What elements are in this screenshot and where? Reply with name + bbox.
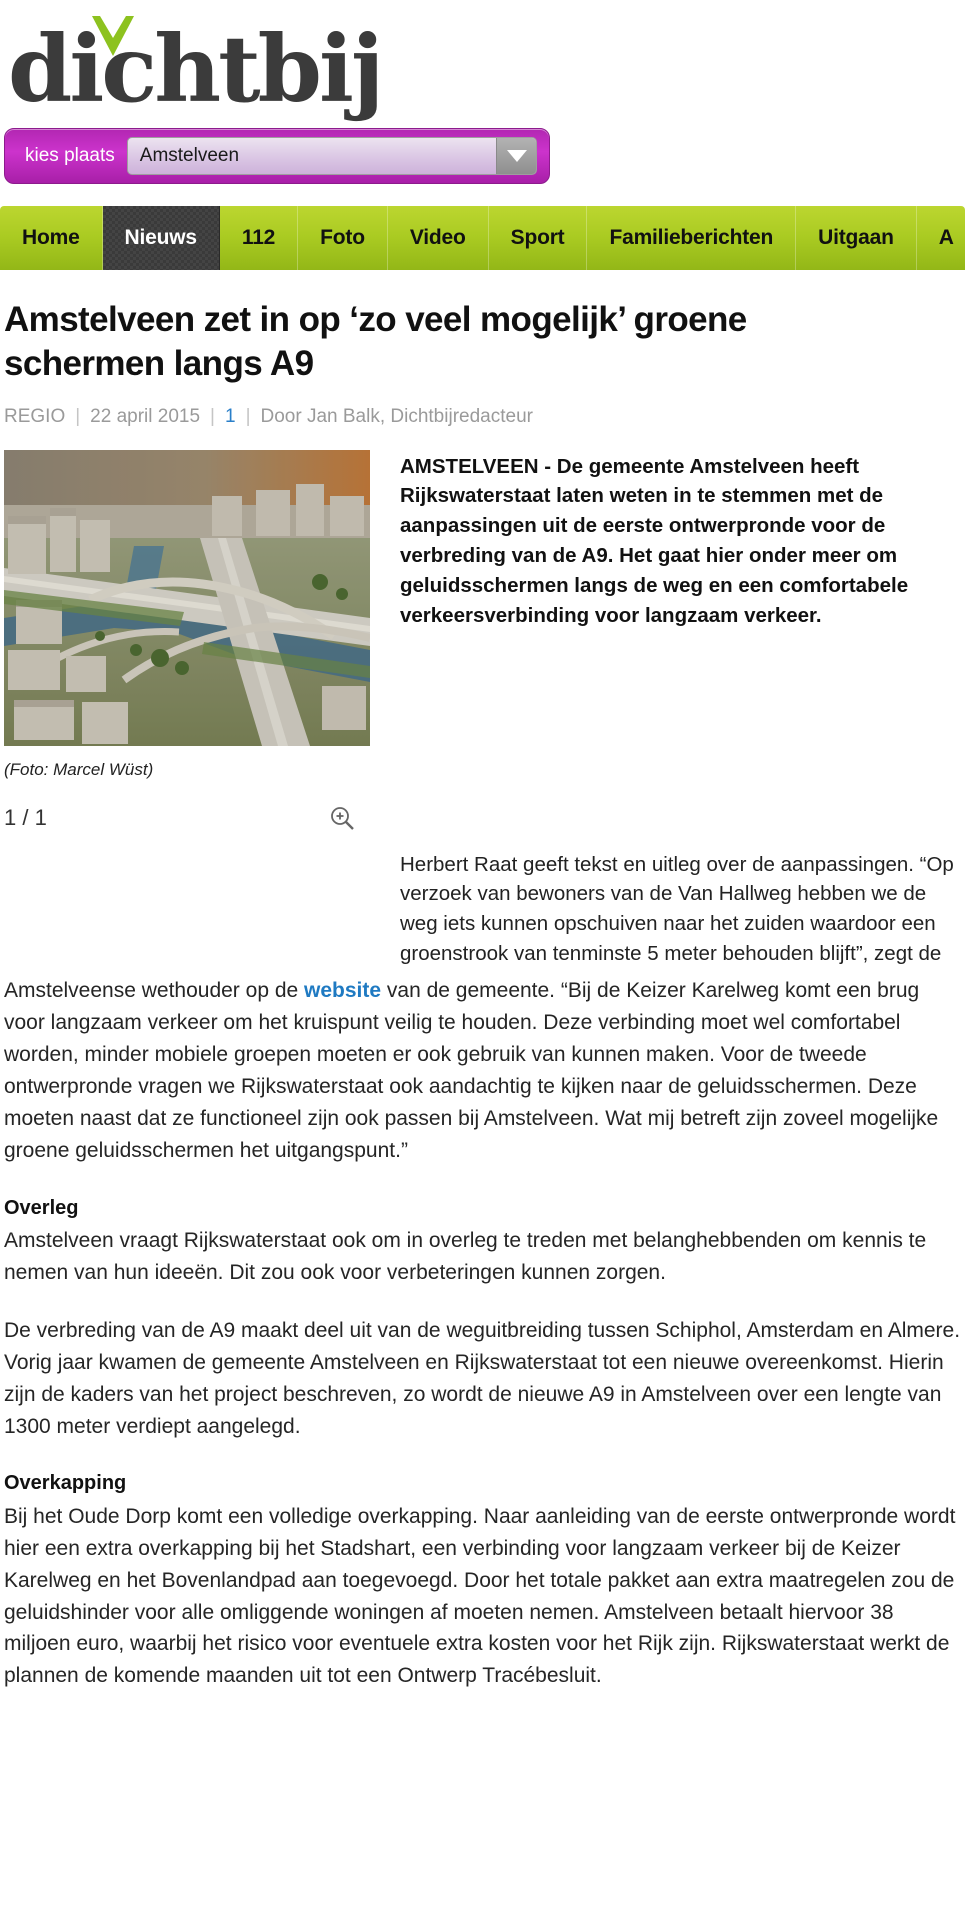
paragraph-text-after-link: van de gemeente. “Bij de Keizer Karelweg komt een brug voor langzaam verkeer om het kruispunt veilig te houden. Deze verbinding moet wel comfortabel worden, minder mobiele groepen moeten er ook gebruik van kunnen maken. Voor de tweede ontwerpronde vragen we Rijkswaterstaat ook aandachtig te kijken naar de geluidsschermen. Deze moeten naast dat ze functioneel zijn ook passen bij Amstelveen. Wat mij betreft zijn zoveel mogelijke groene geluidsschermen het uitgangspunt.” xyxy=(4,979,939,1162)
comment-count[interactable]: 1 xyxy=(224,405,236,427)
article-paragraph-link xyxy=(4,975,961,1166)
photo-illustration xyxy=(4,450,370,746)
nav-item-nieuws[interactable]: Nieuws xyxy=(103,206,220,270)
site-logo[interactable] xyxy=(0,0,965,128)
photo-counter: 1 / 1 xyxy=(4,804,47,830)
magnifier-plus-icon[interactable] xyxy=(328,804,356,832)
nav-item-familieberichten[interactable]: Familieberichten xyxy=(587,206,796,270)
byline-separator-3: | xyxy=(245,405,251,427)
byline-date: 22 april 2015 xyxy=(90,405,201,427)
nav-item-112[interactable]: 112 xyxy=(220,206,298,270)
byline-separator-1: | xyxy=(75,405,81,427)
nav-item-sport[interactable]: Sport xyxy=(489,206,588,270)
page-title: Amstelveen zet in op ‘zo veel mogelijk’ groene schermen langs A9 xyxy=(4,300,747,383)
article-body-wrapped-column xyxy=(400,850,961,970)
section-heading-overkapping: Overkapping xyxy=(4,1472,127,1495)
place-select-value: Amstelveen xyxy=(139,145,240,166)
logo-wordmark xyxy=(8,10,381,128)
article xyxy=(0,298,965,1692)
nav-item-foto[interactable]: Foto xyxy=(298,206,388,270)
section-overkapping-paragraph-1: Bij het Oude Dorp komt een volledige overkapping. Naar aanleiding van de eerste ontwerpronde wordt hier een extra overkapping bij het Stadshart, een verbinding voor langzaam verkeer bij de Keizer Karelweg en het Bovenlandpad aan toegevoegd. Door het totale pakket aan extra maatregelen zou de geluidshinder voor alle omliggende woningen af moeten nemen. Amstelveen betaalt hiervoor 38 miljoen euro, waarbij het risico voor eventuele extra kosten voor het Rijk zijn. Rijkswaterstaat werkt de plannen de komende maanden uit tot een Ontwerp Tracébesluit. xyxy=(4,1504,956,1688)
section-heading-overleg: Overleg xyxy=(4,1196,79,1219)
byline-author: Door Jan Balk, Dichtbijredacteur xyxy=(260,405,533,427)
nav-item-overflow[interactable]: A xyxy=(917,206,965,270)
chevron-down-icon[interactable] xyxy=(496,138,536,174)
section-overleg-paragraph-1: Amstelveen vraagt Rijkswaterstaat ook om in overleg te treden met belanghebbenden om kennis te nemen van hun ideeën. Dit zou ook voor verbeteringen kunnen zorgen. xyxy=(4,1229,927,1284)
main-navigation xyxy=(0,206,965,270)
nav-item-home[interactable]: Home xyxy=(0,206,103,270)
media-column xyxy=(4,450,376,832)
nav-item-uitgaan[interactable]: Uitgaan xyxy=(796,206,917,270)
media-and-lead-row xyxy=(4,450,961,832)
article-photo[interactable] xyxy=(4,450,370,746)
byline-separator-2: | xyxy=(210,405,215,427)
website-link[interactable]: website xyxy=(304,979,382,1003)
article-lead: AMSTELVEEN - De gemeente Amstelveen heeft Rijkswaterstaat laten weten in te stemmen met de aanpassingen uit de eerste ontwerpronde voor de verbreding van de A9. Het gaat hier onder meer om geluidsschermen langs de weg en een comfortabele verkeersverbinding voor langzaam verkeer. xyxy=(400,454,909,628)
leaf-icon xyxy=(92,16,134,56)
article-paragraph-wrapped: Herbert Raat geeft tekst en uitleg over de aanpassingen. “Op verzoek van bewoners van de Van Hallweg hebben we de weg iets kunnen opschuiven naar het zuiden waardoor een groenstrook van tenminste 5 meter behouden blijft”, zegt de xyxy=(400,852,954,966)
place-select[interactable] xyxy=(127,137,537,175)
byline-category: REGIO xyxy=(4,405,66,427)
logo-text: dichtbij xyxy=(8,15,382,123)
place-selector-label: kies plaats xyxy=(25,145,115,166)
paragraph-text-before-link: Amstelveense wethouder op de xyxy=(4,979,305,1003)
photo-controls xyxy=(4,804,370,832)
article-body-full xyxy=(4,975,961,1692)
section-overleg-paragraph-2: De verbreding van de A9 maakt deel uit van de weguitbreiding tussen Schiphol, Amsterdam en Almere. Vorig jaar kwamen de gemeente Amstelveen en Rijkswaterstaat tot een nieuwe overeenkomst. Hierin zijn de kaders van het project beschreven, zo wordt de nieuwe A9 in Amstelveen over een lengte van 1300 meter verdiept aangelegd. xyxy=(4,1318,961,1438)
photo-credit: (Foto: Marcel Wüst) xyxy=(4,759,154,779)
place-selector-bar xyxy=(4,128,550,184)
byline xyxy=(4,406,961,428)
nav-item-video[interactable]: Video xyxy=(388,206,489,270)
